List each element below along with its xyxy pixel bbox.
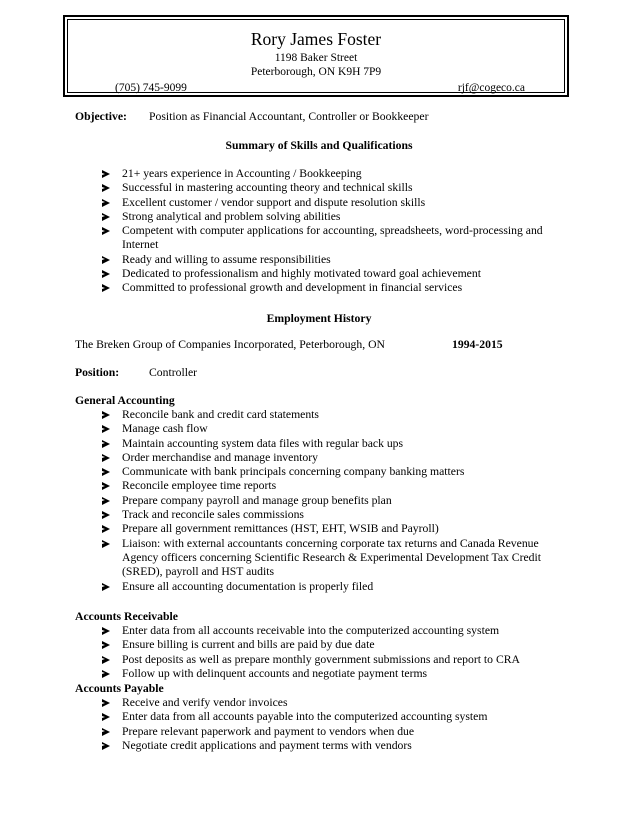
list-item <box>102 408 572 422</box>
skill-text: Competent with computer applications for accounting, spreadsheets, word-processing and Internet <box>122 224 543 252</box>
email-address: rjf@cogeco.ca <box>457 82 525 94</box>
duty-text: Prepare relevant paperwork and payment to vendors when due <box>122 724 415 738</box>
employment-heading: Employment History <box>266 312 372 325</box>
list-item <box>102 522 572 536</box>
duty-text: Maintain accounting system data files with regular back ups <box>122 436 404 450</box>
duty-text: Enter data from all accounts payable into the computerized accounting system <box>122 710 488 724</box>
company-name: The Breken Group of Companies Incorporated, Peterborough, ON <box>75 338 385 351</box>
arrow-bullet-icon <box>102 511 110 519</box>
list-item <box>102 422 572 436</box>
accounts-receivable-heading: Accounts Receivable <box>75 610 178 623</box>
arrow-bullet-icon <box>102 440 110 448</box>
arrow-bullet-icon <box>102 540 110 548</box>
duty-text: Follow up with delinquent accounts and negotiate payment terms <box>122 666 428 680</box>
list-item <box>102 667 572 681</box>
arrow-bullet-icon <box>102 627 110 635</box>
list-item <box>102 653 572 667</box>
arrow-bullet-icon <box>102 670 110 678</box>
list-item <box>102 181 572 195</box>
general-accounting-heading: General Accounting <box>75 394 175 407</box>
list-item <box>102 167 572 181</box>
arrow-bullet-icon <box>102 184 110 192</box>
arrow-bullet-icon <box>102 213 110 221</box>
list-item <box>102 451 572 465</box>
arrow-bullet-icon <box>102 656 110 664</box>
accounts-payable-heading: Accounts Payable <box>75 682 164 695</box>
objective-text: Position as Financial Accountant, Controller or Bookkeeper <box>149 110 429 123</box>
duty-text: Negotiate credit applications and payment terms with vendors <box>122 738 412 752</box>
list-item <box>102 537 572 580</box>
list-item <box>102 253 572 267</box>
list-item <box>102 281 572 295</box>
skill-text: Excellent customer / vendor support and dispute resolution skills <box>122 195 426 209</box>
duty-text: Post deposits as well as prepare monthly government submissions and report to CRA <box>122 652 520 666</box>
list-item <box>102 725 572 739</box>
duty-text: Communicate with bank principals concerning company banking matters <box>122 465 465 479</box>
skill-text: Committed to professional growth and development in financial services <box>122 281 463 295</box>
arrow-bullet-icon <box>102 742 110 750</box>
arrow-bullet-icon <box>102 199 110 207</box>
duty-text: Ensure billing is current and bills are paid by due date <box>122 638 375 652</box>
accounts-payable-list <box>102 696 572 753</box>
list-item <box>102 465 572 479</box>
duty-text: Order merchandise and manage inventory <box>122 450 319 464</box>
applicant-name: Rory James Foster <box>250 29 382 49</box>
objective-label: Objective: <box>75 110 127 123</box>
duty-text: Prepare all government remittances (HST, EHT, WSIB and Payroll) <box>122 522 439 536</box>
contact-header-box <box>63 15 569 97</box>
duty-text: Ensure all accounting documentation is properly filed <box>122 579 374 593</box>
address-street: 1198 Baker Street <box>274 52 358 64</box>
list-item <box>102 437 572 451</box>
arrow-bullet-icon <box>102 468 110 476</box>
address-city: Peterborough, ON K9H 7P9 <box>250 66 382 78</box>
arrow-bullet-icon <box>102 525 110 533</box>
arrow-bullet-icon <box>102 227 110 235</box>
arrow-bullet-icon <box>102 270 110 278</box>
list-item <box>102 267 572 281</box>
list-item <box>102 508 572 522</box>
list-item <box>102 710 572 724</box>
position-title: Controller <box>149 366 198 379</box>
arrow-bullet-icon <box>102 411 110 419</box>
duty-text: Liaison: with external accountants concerning corporate tax returns and Canada Revenue Agency officers concerning Scientific Research & Experimental Development Tax Credit (SRED), payroll and HST audits <box>122 536 542 579</box>
duty-text: Track and reconcile sales commissions <box>122 508 304 522</box>
duty-text: Reconcile bank and credit card statements <box>122 408 319 421</box>
position-label: Position: <box>75 366 120 379</box>
arrow-bullet-icon <box>102 728 110 736</box>
general-accounting-list <box>102 408 572 594</box>
duty-text: Manage cash flow <box>122 422 208 436</box>
skill-text: Strong analytical and problem solving abilities <box>122 209 341 223</box>
list-item <box>102 224 572 253</box>
skill-text: Successful in mastering accounting theory and technical skills <box>122 181 413 195</box>
duty-text: Prepare company payroll and manage group benefits plan <box>122 493 392 507</box>
list-item <box>102 494 572 508</box>
duty-text: Receive and verify vendor invoices <box>122 696 288 709</box>
arrow-bullet-icon <box>102 497 110 505</box>
arrow-bullet-icon <box>102 425 110 433</box>
employment-dates: 1994-2015 <box>452 338 503 351</box>
arrow-bullet-icon <box>102 713 110 721</box>
list-item <box>102 624 572 638</box>
phone-number: (705) 745-9099 <box>115 82 187 94</box>
list-item <box>102 580 572 594</box>
list-item <box>102 210 572 224</box>
skill-text: Ready and willing to assume responsibilities <box>122 252 331 266</box>
arrow-bullet-icon <box>102 256 110 264</box>
arrow-bullet-icon <box>102 641 110 649</box>
list-item <box>102 739 572 753</box>
arrow-bullet-icon <box>102 482 110 490</box>
skills-list <box>102 167 572 296</box>
skill-text: Dedicated to professionalism and highly motivated toward goal achievement <box>122 267 481 281</box>
arrow-bullet-icon <box>102 699 110 707</box>
arrow-bullet-icon <box>102 583 110 591</box>
accounts-receivable-list <box>102 624 572 681</box>
list-item <box>102 479 572 493</box>
arrow-bullet-icon <box>102 170 110 178</box>
arrow-bullet-icon <box>102 454 110 462</box>
duty-text: Reconcile employee time reports <box>122 479 277 493</box>
list-item <box>102 638 572 652</box>
skills-heading: Summary of Skills and Qualifications <box>225 139 413 152</box>
skill-text: 21+ years experience in Accounting / Bookkeeping <box>122 167 362 180</box>
duty-text: Enter data from all accounts receivable into the computerized accounting system <box>122 624 500 637</box>
list-item <box>102 196 572 210</box>
arrow-bullet-icon <box>102 284 110 292</box>
list-item <box>102 696 572 710</box>
